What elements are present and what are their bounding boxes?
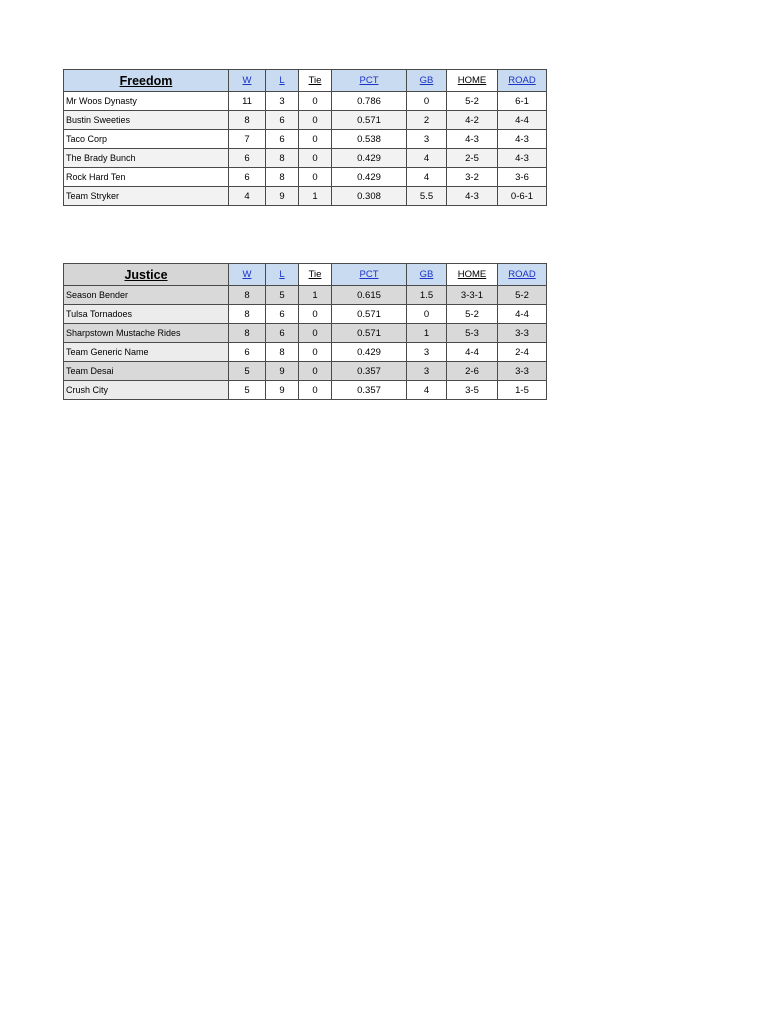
ties: 0 <box>299 130 332 149</box>
column-header-pct-link[interactable]: PCT <box>359 75 379 86</box>
road-record: 4-3 <box>498 149 547 168</box>
table-row <box>64 149 547 168</box>
ties: 0 <box>299 362 332 381</box>
ties: 0 <box>299 149 332 168</box>
home-record: 4-2 <box>447 111 498 130</box>
win-pct: 0.429 <box>332 149 407 168</box>
losses: 6 <box>266 324 299 343</box>
games-back: 3 <box>407 343 447 362</box>
column-header-gb[interactable] <box>407 70 447 92</box>
home-record: 2-6 <box>447 362 498 381</box>
team-name: Taco Corp <box>64 130 229 149</box>
wins: 8 <box>229 111 266 130</box>
team-name: Bustin Sweeties <box>64 111 229 130</box>
column-header-tie-link[interactable]: Tie <box>308 75 322 86</box>
wins: 7 <box>229 130 266 149</box>
column-header-gb-link[interactable]: GB <box>419 269 434 280</box>
table-row <box>64 130 547 149</box>
division-name: Freedom <box>64 70 229 92</box>
column-header-w-link[interactable]: W <box>242 75 252 86</box>
road-record: 4-3 <box>498 130 547 149</box>
ties: 0 <box>299 168 332 187</box>
win-pct: 0.429 <box>332 168 407 187</box>
column-header-tie[interactable] <box>299 70 332 92</box>
wins: 6 <box>229 149 266 168</box>
table-row <box>64 343 547 362</box>
column-header-l[interactable] <box>266 70 299 92</box>
win-pct: 0.357 <box>332 362 407 381</box>
home-record: 4-3 <box>447 187 498 206</box>
losses: 5 <box>266 286 299 305</box>
standings-table-justice <box>63 263 547 400</box>
win-pct: 0.571 <box>332 111 407 130</box>
home-record: 3-3-1 <box>447 286 498 305</box>
road-record: 4-4 <box>498 111 547 130</box>
ties: 0 <box>299 343 332 362</box>
games-back: 3 <box>407 362 447 381</box>
column-header-l[interactable] <box>266 264 299 286</box>
home-record: 5-2 <box>447 305 498 324</box>
win-pct: 0.429 <box>332 343 407 362</box>
wins: 4 <box>229 187 266 206</box>
wins: 8 <box>229 305 266 324</box>
table-row <box>64 168 547 187</box>
road-record: 5-2 <box>498 286 547 305</box>
division-name: Justice <box>64 264 229 286</box>
table-row <box>64 381 547 400</box>
ties: 1 <box>299 187 332 206</box>
road-record: 4-4 <box>498 305 547 324</box>
column-header-road-link[interactable]: ROAD <box>508 75 536 86</box>
column-header-tie-link[interactable]: Tie <box>308 269 322 280</box>
games-back: 3 <box>407 130 447 149</box>
ties: 0 <box>299 111 332 130</box>
column-header-tie[interactable] <box>299 264 332 286</box>
column-header-l-link[interactable]: L <box>279 269 285 280</box>
team-name: Mr Woos Dynasty <box>64 92 229 111</box>
wins: 6 <box>229 168 266 187</box>
header-row <box>64 70 547 92</box>
team-name: Team Stryker <box>64 187 229 206</box>
road-record: 0-6-1 <box>498 187 547 206</box>
column-header-l-link[interactable]: L <box>279 75 285 86</box>
home-record: 5-3 <box>447 324 498 343</box>
team-name: Sharpstown Mustache Rides <box>64 324 229 343</box>
road-record: 6-1 <box>498 92 547 111</box>
losses: 6 <box>266 305 299 324</box>
losses: 6 <box>266 111 299 130</box>
team-name: Team Generic Name <box>64 343 229 362</box>
win-pct: 0.571 <box>332 324 407 343</box>
team-name: Tulsa Tornadoes <box>64 305 229 324</box>
losses: 9 <box>266 381 299 400</box>
table-row <box>64 362 547 381</box>
wins: 5 <box>229 381 266 400</box>
column-header-w-link[interactable]: W <box>242 269 252 280</box>
road-record: 3-3 <box>498 362 547 381</box>
losses: 8 <box>266 168 299 187</box>
ties: 0 <box>299 324 332 343</box>
table-row <box>64 324 547 343</box>
column-header-pct[interactable] <box>332 264 407 286</box>
losses: 3 <box>266 92 299 111</box>
column-header-road-link[interactable]: ROAD <box>508 269 536 280</box>
games-back: 4 <box>407 168 447 187</box>
ties: 1 <box>299 286 332 305</box>
column-header-road[interactable] <box>498 264 547 286</box>
column-header-w[interactable] <box>229 264 266 286</box>
wins: 6 <box>229 343 266 362</box>
home-record: 2-5 <box>447 149 498 168</box>
wins: 5 <box>229 362 266 381</box>
table-row <box>64 187 547 206</box>
team-name: Crush City <box>64 381 229 400</box>
losses: 6 <box>266 130 299 149</box>
wins: 8 <box>229 286 266 305</box>
table-row <box>64 92 547 111</box>
losses: 8 <box>266 149 299 168</box>
win-pct: 0.571 <box>332 305 407 324</box>
win-pct: 0.786 <box>332 92 407 111</box>
road-record: 2-4 <box>498 343 547 362</box>
home-record: 4-4 <box>447 343 498 362</box>
losses: 9 <box>266 362 299 381</box>
games-back: 0 <box>407 92 447 111</box>
home-record: 5-2 <box>447 92 498 111</box>
team-name: Season Bender <box>64 286 229 305</box>
ties: 0 <box>299 305 332 324</box>
win-pct: 0.615 <box>332 286 407 305</box>
home-record: 3-5 <box>447 381 498 400</box>
column-header-w[interactable] <box>229 70 266 92</box>
games-back: 0 <box>407 305 447 324</box>
column-header-home-link[interactable]: HOME <box>457 269 487 280</box>
wins: 11 <box>229 92 266 111</box>
column-header-pct[interactable] <box>332 70 407 92</box>
column-header-home-link[interactable]: HOME <box>457 75 487 86</box>
header-row <box>64 264 547 286</box>
games-back: 4 <box>407 381 447 400</box>
standings-table-freedom <box>63 69 547 206</box>
column-header-home[interactable] <box>447 264 498 286</box>
column-header-home[interactable] <box>447 70 498 92</box>
table-row <box>64 286 547 305</box>
games-back: 1 <box>407 324 447 343</box>
wins: 8 <box>229 324 266 343</box>
games-back: 1.5 <box>407 286 447 305</box>
losses: 8 <box>266 343 299 362</box>
ties: 0 <box>299 381 332 400</box>
column-header-gb[interactable] <box>407 264 447 286</box>
road-record: 3-6 <box>498 168 547 187</box>
games-back: 5.5 <box>407 187 447 206</box>
column-header-pct-link[interactable]: PCT <box>359 269 379 280</box>
ties: 0 <box>299 92 332 111</box>
win-pct: 0.357 <box>332 381 407 400</box>
road-record: 1-5 <box>498 381 547 400</box>
column-header-road[interactable] <box>498 70 547 92</box>
road-record: 3-3 <box>498 324 547 343</box>
table-row <box>64 305 547 324</box>
win-pct: 0.308 <box>332 187 407 206</box>
home-record: 4-3 <box>447 130 498 149</box>
win-pct: 0.538 <box>332 130 407 149</box>
games-back: 4 <box>407 149 447 168</box>
table-row <box>64 111 547 130</box>
team-name: The Brady Bunch <box>64 149 229 168</box>
team-name: Team Desai <box>64 362 229 381</box>
games-back: 2 <box>407 111 447 130</box>
column-header-gb-link[interactable]: GB <box>419 75 434 86</box>
losses: 9 <box>266 187 299 206</box>
team-name: Rock Hard Ten <box>64 168 229 187</box>
home-record: 3-2 <box>447 168 498 187</box>
